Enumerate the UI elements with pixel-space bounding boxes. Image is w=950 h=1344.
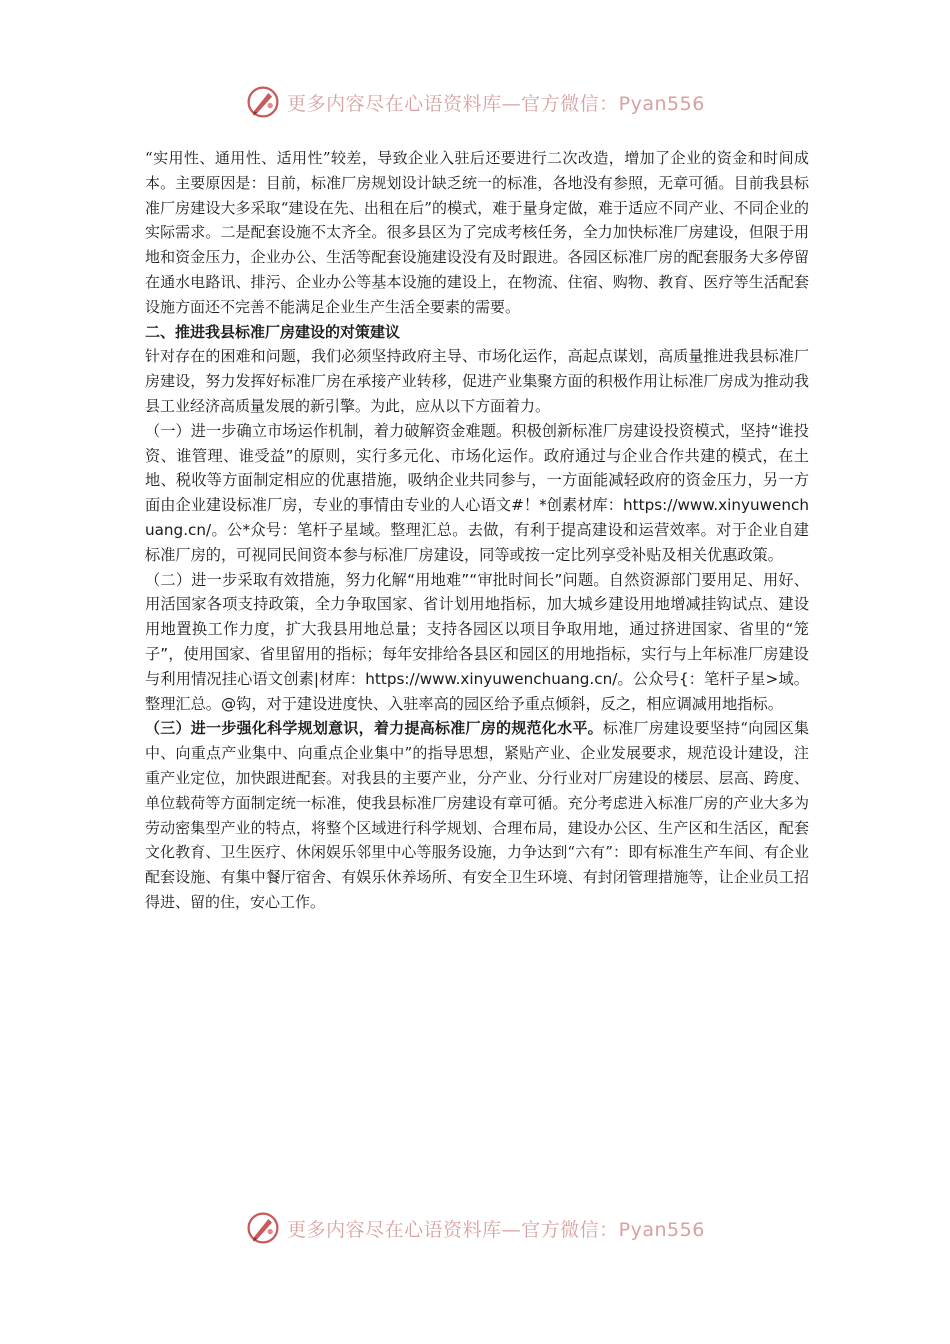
banner-code: Pyan556	[618, 92, 705, 115]
paragraph-1: “实用性、通用性、适用性”较差，导致企业入驻后还要进行二次改造，增加了企业的资金和时间成本。主要原因是：目前，标准厂房规划设计缺乏统一的标准，各地没有参照，无章可循。目前我县标准厂房建设大多采取“建设在先、出租在后”的模式，难于量身定做，难于适应不同产业、不同企业的实际需求。二是配套设施不太齐全。很多县区为了完成考核任务，全力加快标准厂房建设，但限于用地和资金压力，企业办公、生活等配套设施建设没有及时跟进。各园区标准厂房的配套服务大多停留在通水电路讯、排污、企业办公等基本设施的建设上，在物流、住宿、购物、教育、医疗等生活配套设施方面还不完善不能满足企业生产生活全要素的需要。	[145, 149, 809, 316]
banner-text: 更多内容尽在心语资料库—官方微信：Pyan556	[287, 92, 705, 115]
paragraph-5	[145, 716, 809, 914]
document-body	[145, 146, 809, 915]
footer-banner-code: Pyan556	[618, 1218, 705, 1241]
footer-banner-text: 更多内容尽在心语资料库—官方微信：Pyan556	[287, 1218, 705, 1241]
pen-logo-icon	[245, 84, 281, 120]
section-heading-2: 二、推进我县标准厂房建设的对策建议	[145, 322, 401, 341]
pen-logo-icon	[245, 1210, 281, 1246]
paragraph-3: （一）进一步确立市场运作机制，着力破解资金难题。积极创新标准厂房建设投资模式，坚持“谁投资、谁管理、谁受益”的原则，实行多元化、市场化运作。政府通过与企业合作共建的模式，在土地、税收等方面制定相应的优惠措施，吸纳企业共同参与，一方面能减轻政府的资金压力，另一方面由企业建设标准厂房，专业的事情由专业的人心语文#！*创素材库：https://www.xinyuwenchuang.cn/。公*众号：笔杆子星域。整理汇总。去做，有利于提高建设和运营效率。对于企业自建标准厂房的，可视同民间资本参与标准厂房建设，同等或按一定比列享受补贴及相关优惠政策。	[145, 421, 809, 564]
footer-banner	[0, 1210, 950, 1246]
paragraph-4: （二）进一步采取有效措施，努力化解“用地难”“审批时间长”问题。自然资源部门要用足、用好、用活国家各项支持政策，全力争取国家、省计划用地指标，加大城乡建设用地增减挂钩试点、建设用地置换工作力度，扩大我县用地总量；支持各园区以项目争取用地，通过挤进国家、省里的“笼子”，使用国家、省里留用的指标；每年安排给各县区和园区的用地指标，实行与上年标准厂房建设与利用情况挂心语文创素|材库：https://www.xinyuwenchuang.cn/。公众号{：笔杆子星>域。整理汇总。@钩，对于建设进度快、入驻率高的园区给予重点倾斜，反之，相应调减用地指标。	[145, 570, 809, 713]
paragraph-5-lead: （三）进一步强化科学规划意识，着力提高标准厂房的规范化水平。	[145, 719, 603, 738]
header-banner	[0, 84, 950, 120]
paragraph-5-rest: 标准厂房建设要坚持“向园区集中、向重点产业集中、向重点企业集中”的指导思想，紧贴产业、企业发展要求，规范设计建设，注重产业定位，加快跟进配套。对我县的主要产业，分产业、分行业对厂房建设的楼层、层高、跨度、单位载荷等方面制定统一标准，使我县标准厂房建设有章可循。充分考虑进入标准厂房的产业大多为劳动密集型产业的特点，将整个区域进行科学规划、合理布局，建设办公区、生产区和生活区，配套文化教育、卫生医疗、休闲娱乐邻里中心等服务设施，力争达到“六有”：即有标准生产车间、有企业配套设施、有集中餐厅宿舍、有娱乐休养场所、有安全卫生环境、有封闭管理措施等，让企业员工招得进、留的住，安心工作。	[145, 719, 809, 911]
paragraph-2: 针对存在的困难和问题，我们必须坚持政府主导、市场化运作，高起点谋划，高质量推进我县标准厂房建设，努力发挥好标准厂房在承接产业转移，促进产业集聚方面的积极作用让标准厂房成为推动我县工业经济高质量发展的新引擎。为此，应从以下方面着力。	[145, 347, 809, 415]
